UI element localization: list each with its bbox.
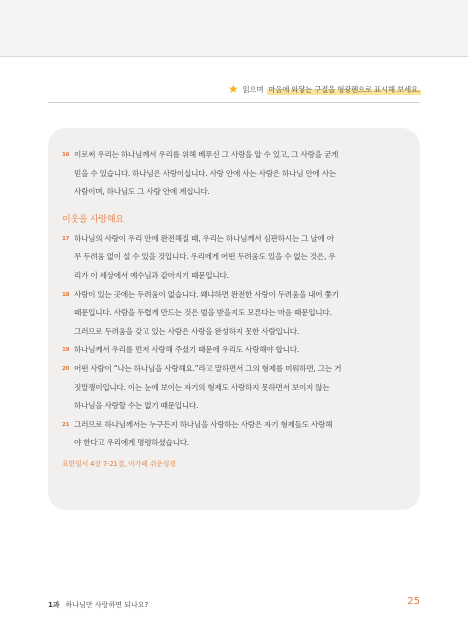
verse-line: 하나님을 사랑할 수는 없기 때문입니다. [74, 401, 199, 411]
verse-line: 사랑이 있는 곳에는 두려움이 없습니다. 왜냐하면 완전한 사랑이 두려움을 내어 쫓기 [74, 289, 339, 299]
page-number: 25 [407, 596, 420, 607]
verse-16 [62, 146, 414, 202]
verse-18 [62, 286, 414, 342]
verse-line: 하나님의 사랑이 우리 안에 완전해질 때, 우리는 하나님께서 심판하시는 그 날에 아 [74, 233, 334, 243]
divider [0, 56, 468, 57]
verse-number: 21 [62, 421, 70, 428]
verse-line: 짓말쟁이입니다. 이는 눈에 보이는 자기의 형제도 사랑하지 못하면서 보이지 않는 [74, 382, 330, 392]
verse-number: 20 [62, 365, 70, 372]
verse-17 [62, 230, 414, 286]
instruction-prefix: 읽으며 [242, 84, 264, 94]
section-title: 이웃을 사랑해요 [62, 214, 124, 225]
divider [48, 102, 420, 103]
verse-number: 18 [62, 291, 70, 298]
verse-line: 그러므로 두려움을 갖고 있는 사람은 사랑을 완성하지 못한 사람입니다. [74, 326, 299, 336]
verse-line: 야 한다고 우리에게 명령하셨습니다. [74, 438, 189, 448]
scripture-reference: 요한일서 4장 7-21절, 아가페 쉬운성경 [62, 459, 176, 468]
verse-line: 리가 이 세상에서 예수님과 같아지기 때문입니다. [74, 270, 229, 280]
verse-number: 17 [62, 235, 70, 242]
verse-line: 이로써 우리는 하나님께서 우리를 위해 베푸신 그 사랑을 알 수 있고, 그 사랑을 굳게 [74, 150, 339, 159]
chapter-label: 1과 [48, 601, 60, 609]
top-band [0, 0, 468, 56]
verse-line: 어떤 사람이 “나는 하나님을 사랑해요.”라고 말하면서 그의 형제를 미워하면, 그는 거 [74, 363, 342, 373]
scripture-content [62, 146, 414, 471]
verse-20 [62, 360, 414, 416]
star-icon: ★ [227, 82, 239, 96]
footer-chapter [48, 600, 148, 610]
chapter-title: 하나님만 사랑하면 되나요? [65, 601, 149, 609]
instruction-text: 마음에 와닿는 구절을 형광펜으로 표시해 보세요. [268, 84, 420, 94]
verse-line: 믿을 수 있습니다. 하나님은 사랑이십니다. 사랑 안에 사는 사람은 하나님 안에 사는 [74, 168, 336, 178]
verse-number: 19 [62, 347, 70, 354]
verse-line: 때문입니다. 사람을 두렵게 만드는 것은 벌을 받을지도 모른다는 마음 때문입니다. [74, 308, 332, 318]
verse-line: 하나님께서 우리를 먼저 사랑해 주셨기 때문에 우리도 사랑해야 합니다. [74, 345, 299, 355]
verse-line: 사람이며, 하나님도 그 사람 안에 계십니다. [74, 187, 210, 197]
verse-number: 16 [62, 152, 70, 158]
verse-line: 그러므로 하나님께서는 누구든지 하나님을 사랑하는 사람은 자기 형제들도 사랑해 [74, 419, 333, 429]
verse-line: 무 두려움 없이 설 수 있을 것입니다. 우리에게 어떤 두려움도 있을 수 없는 것은, 우 [74, 252, 336, 262]
instruction [228, 82, 421, 96]
verse-19 [62, 341, 414, 360]
verse-21 [62, 416, 414, 453]
